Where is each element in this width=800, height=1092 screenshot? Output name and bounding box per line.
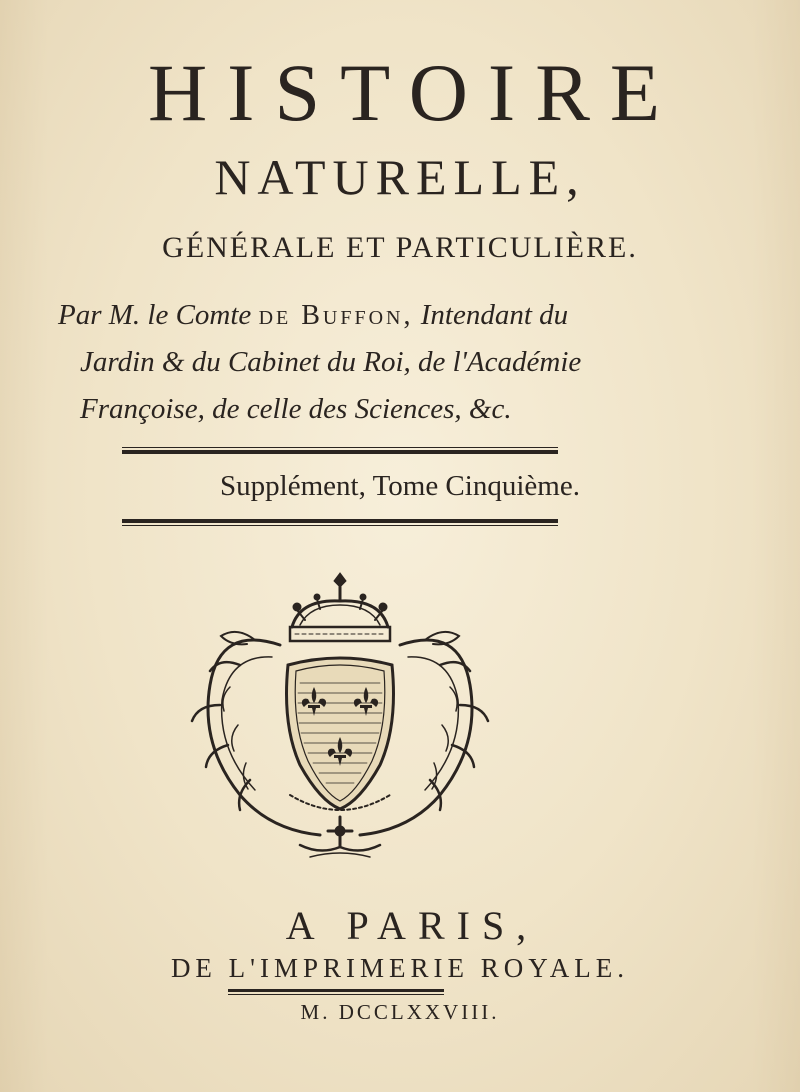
author-block	[58, 292, 658, 433]
imprint-press: DE L'IMPRIMERIE ROYALE.	[170, 953, 630, 983]
imprint-city: A PARIS,	[285, 903, 539, 948]
author-name: de Buffon,	[258, 300, 414, 331]
top-double-rule	[122, 447, 558, 454]
subtitle-secondary: GÉNÉRALE ET PARTICULIÈRE.	[162, 231, 638, 264]
bottom-double-rule	[122, 519, 558, 526]
author-line-1	[58, 292, 658, 339]
author-prefix: Par M. le Comte	[58, 299, 252, 331]
imprint-date: M. DCCLXXVIII.	[300, 1000, 500, 1024]
author-line-2: Jardin & du Cabinet du Roi, de l'Académie	[80, 346, 582, 378]
main-title: HISTOIRE	[147, 47, 681, 138]
royal-coat-of-arms-icon	[180, 565, 500, 870]
author-title: Intendant du	[420, 299, 569, 331]
imprint-rule	[228, 989, 444, 995]
volume-label: Supplément, Tome Cinquième.	[220, 470, 580, 502]
author-line-3: Françoise, de celle des Sciences, &c.	[80, 393, 512, 425]
subtitle: NATURELLE,	[214, 149, 586, 205]
